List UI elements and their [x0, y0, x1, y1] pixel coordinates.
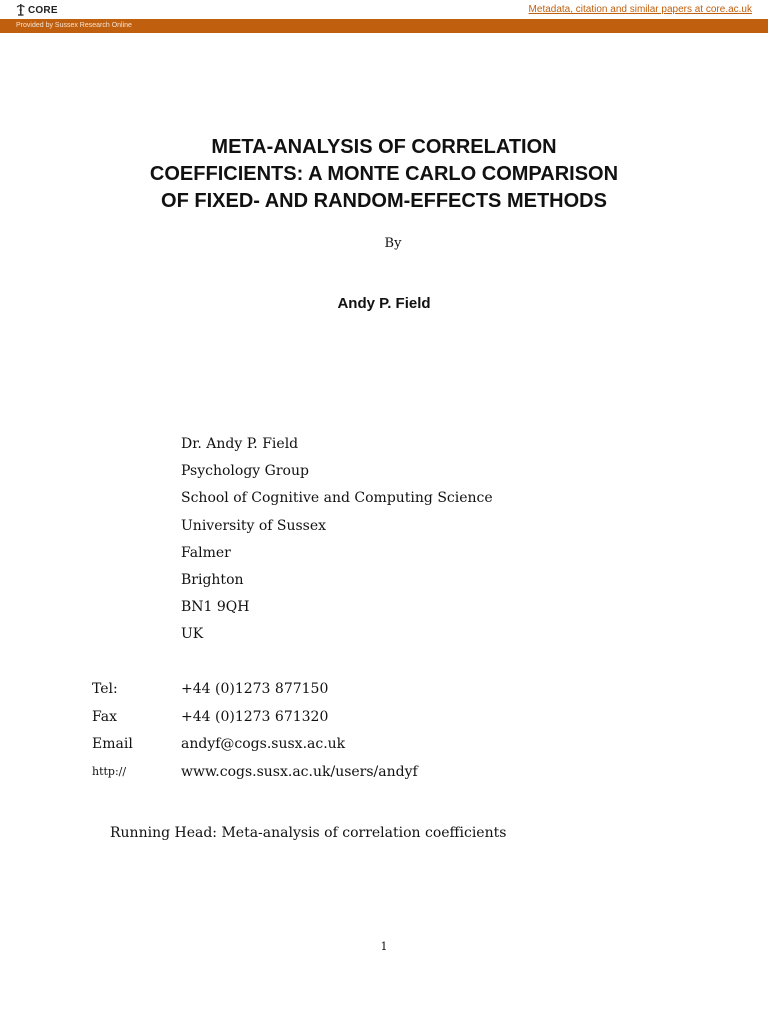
address-line: University of Sussex	[181, 517, 327, 534]
address-line: Psychology Group	[181, 463, 309, 480]
contact-value: +44 (0)1273 671320	[181, 708, 329, 725]
contact-value: andyf@cogs.susx.ac.uk	[181, 736, 346, 752]
core-logo-icon	[16, 3, 26, 17]
contact-label: Email	[92, 736, 133, 752]
address-line: UK	[181, 626, 204, 643]
address-line: Falmer	[181, 544, 231, 561]
page-number: 1	[380, 940, 388, 953]
address-line: Brighton	[181, 571, 244, 588]
title-line: META-ANALYSIS OF CORRELATION	[211, 136, 557, 158]
by-label: By	[384, 236, 402, 251]
contact-row-email	[92, 734, 418, 762]
address-line: School of Cognitive and Computing Science	[181, 490, 493, 507]
contact-row-fax	[92, 707, 418, 735]
address-line: BN1 9QH	[181, 599, 250, 616]
contact-label: Tel:	[92, 681, 118, 697]
paper-title	[60, 134, 708, 215]
contact-label: http://	[92, 764, 127, 778]
author-address	[181, 434, 493, 652]
title-line: COEFFICIENTS: A MONTE CARLO COMPARISON	[149, 163, 619, 185]
contact-row-tel	[92, 679, 418, 707]
title-line: OF FIXED- AND RANDOM-EFFECTS METHODS	[161, 190, 607, 212]
core-logo[interactable]	[16, 3, 58, 17]
running-head: Running Head: Meta-analysis of correlation coefficients	[110, 825, 507, 841]
author-name: Andy P. Field	[337, 295, 431, 312]
contact-row-web	[92, 762, 418, 790]
provided-by-text: Provided by Sussex Research Online	[16, 22, 132, 29]
core-metadata-link[interactable]: Metadata, citation and similar papers at core.ac.uk	[528, 4, 752, 15]
address-line: Dr. Andy P. Field	[181, 436, 299, 452]
contact-value: +44 (0)1273 877150	[181, 681, 329, 697]
core-logo-text: CORE	[28, 4, 58, 16]
contact-value: www.cogs.susx.ac.uk/users/andyf	[181, 763, 418, 780]
contact-details	[92, 679, 418, 789]
contact-label: Fax	[92, 708, 118, 725]
core-banner	[0, 0, 768, 20]
